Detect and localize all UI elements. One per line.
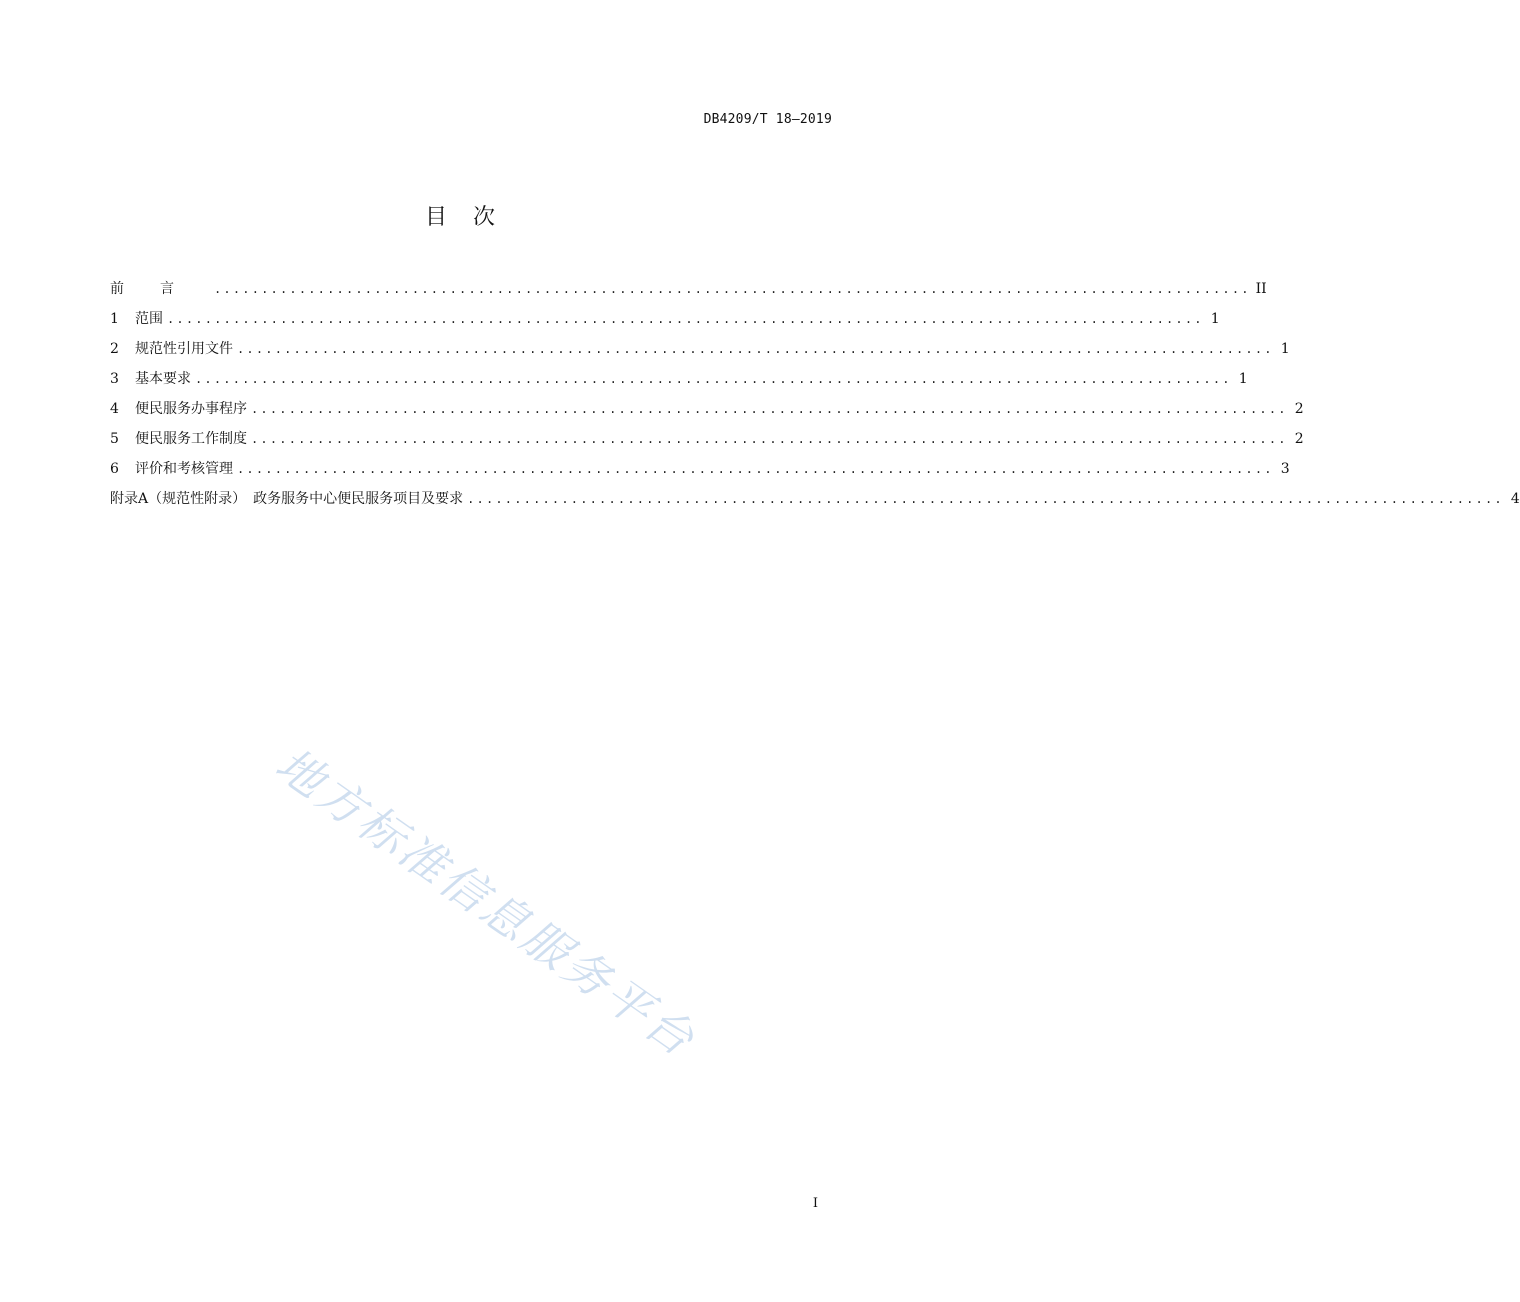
toc-entry-page: II (1255, 281, 1267, 297)
toc-entry-page: 2 (1294, 431, 1304, 447)
toc-entry-page: 1 (1238, 371, 1248, 387)
toc-entry-appendix-a[interactable] (110, 487, 1520, 517)
toc-entry-label: 评价和考核管理 (135, 461, 233, 477)
toc-entry-number: 1 (110, 311, 119, 327)
toc-entry-page: 4 (1510, 491, 1520, 507)
toc-entry-number: 4 (110, 401, 119, 417)
toc-leader-dots: .............................................................................................................. (251, 432, 1288, 446)
toc-entry-work-system[interactable] (110, 427, 1304, 457)
document-code: DB4209/T 18—2019 (703, 112, 832, 127)
toc-entry-scope[interactable] (110, 307, 1220, 337)
toc-leader-dots: .............................................................................................................. (467, 492, 1504, 506)
toc-leader-dots: .............................................................................................................. (251, 402, 1288, 416)
table-of-contents (110, 277, 1520, 517)
toc-entry-normative-references[interactable] (110, 337, 1290, 367)
toc-entry-label: 前言 (110, 281, 210, 297)
toc-leader-dots: .............................................................................................................. (237, 342, 1274, 356)
watermark: 地方标准信息服务平台 (266, 736, 707, 1068)
toc-entry-service-procedure[interactable] (110, 397, 1304, 427)
toc-entry-evaluation[interactable] (110, 457, 1290, 487)
page-number: I (812, 1196, 818, 1211)
toc-leader-dots: .............................................................................................................. (237, 462, 1274, 476)
toc-entry-page: 1 (1210, 311, 1220, 327)
toc-entry-page: 2 (1294, 401, 1304, 417)
toc-leader-dots: .............................................................................................................. (214, 282, 1251, 296)
toc-entry-basic-requirements[interactable] (110, 367, 1248, 397)
toc-leader-dots: .............................................................................................................. (167, 312, 1204, 326)
toc-leader-dots: .............................................................................................................. (195, 372, 1232, 386)
toc-entry-number: 5 (110, 431, 119, 447)
toc-entry-label: 便民服务工作制度 (135, 431, 247, 447)
toc-entry-label: 附录A（规范性附录） 政务服务中心便民服务项目及要求 (110, 491, 464, 507)
toc-entry-page: 1 (1280, 341, 1290, 357)
toc-entry-label: 便民服务办事程序 (135, 401, 247, 417)
toc-entry-foreword[interactable] (110, 277, 1267, 307)
toc-entry-label: 基本要求 (135, 371, 191, 387)
toc-entry-label: 规范性引用文件 (135, 341, 233, 357)
toc-entry-number: 6 (110, 461, 119, 477)
toc-entry-number: 2 (110, 341, 119, 357)
toc-entry-number: 3 (110, 371, 119, 387)
toc-entry-page: 3 (1280, 461, 1290, 477)
toc-entry-label: 范围 (135, 311, 163, 327)
page-title: 目次 (424, 205, 521, 230)
